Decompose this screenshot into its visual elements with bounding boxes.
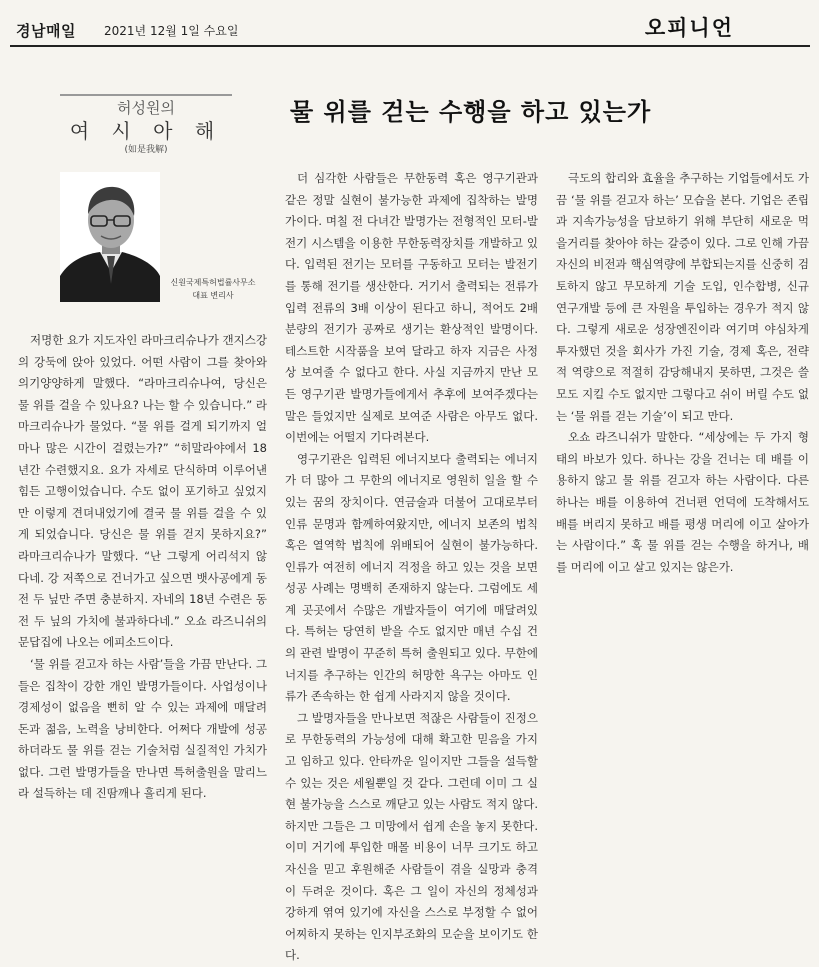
article-paragraph: 극도의 합리와 효율을 추구하는 기업들에서도 가끔 ‘물 위를 걷고자 하는’ 모습을 본다. 기업은 존립과 지속가능성을 담보하기 위해 부단히 새로운 먹을거리를 찾아야 하는 갈증이 있다. 그로 인해 가끔 자신의 비전과 핵심역량에 부합되는지를 신중히 검토하지 않고 무모하게 기술 도입, 인수합병, 신규 연구개발 등에 큰 자원을 투입하는 경우가 적지 않다. 그렇게 새로운 성장엔진이라 여기며 야심차게 투자했던 것을 회사가 가진 기술, 경제 혹은, 전략적 역량으로 적절히 감당해내지 못하면, 그것은 쓸모도 지킬 수도 없지만 그렇다고 쉬이 버릴 수도 없는 ‘물 위를 걷는 기술’이 되고 만다. [556,171,809,423]
author-caption [163,276,263,302]
section-title: 오피니언 [644,16,734,40]
article-paragraph: 오쇼 라즈니쉬가 말한다. “세상에는 두 가지 형태의 바보가 있다. 하나는 강을 건너는 데 배를 이용하지 않고 물 위를 걷고자 하는 사람이다. 다른 하나는 배를 이용하여 건너편 언덕에 도착해서도 배를 버리지 못하고 배를 평생 머리에 이고 살아가는 사람이다.” 혹 물 위를 걷는 수행을 하거나, 배를 머리에 이고 살고 있지는 않은가. [556,430,809,574]
masthead [0,0,819,48]
article-column-2 [285,168,538,967]
article-paragraph: 더 심각한 사람들은 무한동력 혹은 영구기관과 같은 정말 실현이 불가능한 과제에 집착하는 발명가이다. 며칠 전 다녀간 발명가는 전형적인 모터-발전기 시스템을 이용한 무한동력장치를 개발하고 있다. 입력된 전기는 모터를 구동하고 모터는 발전기를 통해 전기를 생산한다. 거기서 출력되는 전류가 입력 전류의 3배 이상이 된다고 하니, 적어도 2배 분량의 전기가 공짜로 생기는 환상적인 발명이다. 테스트한 시작품을 보여 달라고 하자 지금은 사정상 보여줄 수 없다고 한다. 사실 지금까지 만난 모든 영구기관 발명가들에게서 추후에 보여주겠다는 말은 들었지만 실제로 보여준 사람은 아무도 없다. 이번에는 어떨지 기다려본다. [285,171,538,445]
newspaper-name: 경남매일 [16,22,76,40]
publication-date: 2021년 12월 1일 수요일 [104,24,239,38]
column-series-divider [60,94,232,96]
article-column-1 [18,330,267,805]
article-column-3 [556,168,809,578]
column-series-name: 여 시 아 해 [69,119,223,143]
article-paragraph: 영구기관은 입력된 에너지보다 출력되는 에너지가 더 많아 그 무한의 에너지로 영원히 일을 할 수 있는 꿈의 장치이다. 연금술과 더불어 고대로부터 인류 문명과 함께하여왔지만, 에너지 보존의 법칙 혹은 열역학 법칙에 위배되어 실현이 불가능하다. 인류가 여전히 에너지 걱정을 하고 있는 것을 보면 성공 사례는 명백히 존재하지 않는다. 그럼에도 세계 곳곳에서 수많은 개발자들이 여기에 매달려있다. 특허는 당연히 받을 수도 없지만 매년 수십 건의 관련 발명이 꾸준히 특허 출원되고 있다. 무한에너지를 추구하는 인간의 허망한 욕구는 아마도 인류가 존속하는 한 쉽게 사라지지 않을 것이다. [285,451,538,704]
article-headline: 물 위를 걷는 수행을 하고 있는가 [290,98,652,126]
author-title: 대표 변리사 [192,291,234,300]
author-photo [60,172,160,302]
header-divider [10,45,810,47]
column-series-hanja: (如是我解) [124,145,168,155]
column-author-line: 허성원의 [117,99,175,117]
article-paragraph: 그 발명자들을 만나보면 적잖은 사람들이 진정으로 무한동력의 가능성에 대해 확고한 믿음을 가지고 임하고 있다. 안타까운 일이지만 그들을 설득할 수 있는 것은 세월뿐일 것 같다. 그런데 이미 그 실현 불가능을 스스로 깨닫고 있는 사람도 적지 않다. 하지만 그들은 그 미망에서 쉽게 손을 놓지 못한다. 이미 거기에 투입한 매몰 비용이 너무 크기도 하고 자신을 믿고 후원해준 사람들이 겪을 실망과 충격이 두려운 것이다. 혹은 그 일이 자신의 정체성과 강하게 엮여 있기에 자신을 스스로 부정할 수 없어 어찌하지 못하는 인지부조화의 모순을 보이기도 한다. [285,710,538,963]
article-paragraph: 저명한 요가 지도자인 라마크리슈나가 갠지스강의 강둑에 앉아 있었다. 어떤 사람이 그를 찾아와 의기양양하게 말했다. “라마크리슈나여, 당신은 물 위를 걸을 수 있나요? 나는 할 수 있습니다.” 라마크리슈나가 물었다. “물 위를 걸게 되기까지 얼마나 많은 시간이 걸렸는가?” “히말라야에서 18년간 수련했지요. 요가 자세로 단식하며 이루어낸 힘든 고행이었습니다. 수도 없이 포기하고 싶었지만 이렇게 견뎌내었기에 결국 물 위를 걸을 수 있게 되었습니다. 당신은 물 위를 걷지 못하지요?” 라마크리슈나가 말했다. “난 그렇게 어리석지 않다네. 강 저쪽으로 건너가고 싶으면 뱃사공에게 동전 두 닢만 주면 충분하지. 자네의 18년 수련은 동전 두 닢의 가치에 불과하다네.” 오쇼 라즈니쉬의 문답집에 나오는 에피소드이다. [18,333,267,650]
author-affiliation: 신원국제특허법률사무소 [170,278,256,287]
article-paragraph: ‘물 위를 걷고자 하는 사람’들을 가끔 만난다. 그들은 집착이 강한 개인 발명가들이다. 사업성이나 경제성이 없음을 뻔히 알 수 있는 과제에 매달려 돈과 젊음, 노력을 낭비한다. 어쩌다 개발에 성공하더라도 물 위를 걷는 기술처럼 실질적인 가치가 없다. 그런 발명가들을 만나면 특허출원을 말리느라 설득하는 데 진땀깨나 흘리게 된다. [18,656,267,801]
column-series-block [60,98,232,156]
